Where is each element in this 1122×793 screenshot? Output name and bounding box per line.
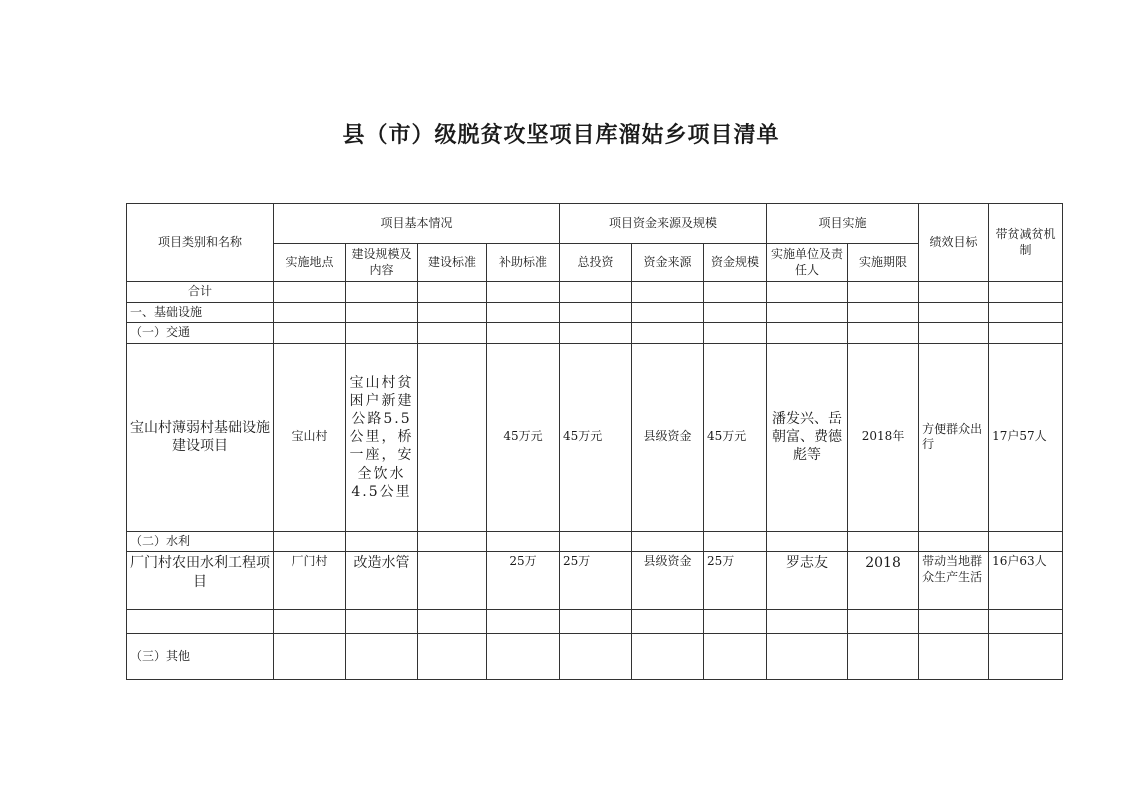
project2-total: 25万 xyxy=(560,552,632,610)
project1-source: 县级资金 xyxy=(632,343,704,531)
project2-unit: 罗志友 xyxy=(767,552,848,610)
row-section-infrastructure: 一、基础设施 xyxy=(127,302,274,323)
project2-period: 2018 xyxy=(848,552,919,610)
header-source: 资金来源 xyxy=(632,244,704,282)
project2-location: 厂门村 xyxy=(274,552,346,610)
header-funding: 项目资金来源及规模 xyxy=(560,204,767,244)
project1-mechanism: 17户57人 xyxy=(989,343,1063,531)
row-total-label: 合计 xyxy=(127,282,274,303)
header-total: 总投资 xyxy=(560,244,632,282)
project2-subsidy: 25万 xyxy=(487,552,560,610)
table-row xyxy=(127,552,1063,610)
project2-standard xyxy=(418,552,487,610)
header-period: 实施期限 xyxy=(848,244,919,282)
header-size: 资金规模 xyxy=(704,244,767,282)
project1-period: 2018年 xyxy=(848,343,919,531)
header-category: 项目类别和名称 xyxy=(127,204,274,282)
header-scale: 建设规模及内容 xyxy=(346,244,418,282)
header-subsidy: 补助标准 xyxy=(487,244,560,282)
header-unit: 实施单位及责任人 xyxy=(767,244,848,282)
table-row xyxy=(127,343,1063,531)
row-sub-water: （二）水利 xyxy=(127,531,274,552)
project1-performance: 方便群众出行 xyxy=(919,343,989,531)
row-sub-other: （三）其他 xyxy=(127,634,274,680)
project2-mechanism: 16户63人 xyxy=(989,552,1063,610)
project2-scale: 改造水管 xyxy=(346,552,418,610)
header-mechanism: 带贫减贫机制 xyxy=(989,204,1063,282)
project1-location: 宝山村 xyxy=(274,343,346,531)
header-location: 实施地点 xyxy=(274,244,346,282)
project1-unit: 潘发兴、岳朝富、费德彪等 xyxy=(767,343,848,531)
project1-standard xyxy=(418,343,487,531)
project1-name: 宝山村薄弱村基础设施建设项目 xyxy=(127,343,274,531)
project2-performance: 带动当地群众生产生活 xyxy=(919,552,989,610)
header-standard: 建设标准 xyxy=(418,244,487,282)
header-implementation: 项目实施 xyxy=(767,204,919,244)
header-basic: 项目基本情况 xyxy=(274,204,560,244)
project2-size: 25万 xyxy=(704,552,767,610)
project1-subsidy: 45万元 xyxy=(487,343,560,531)
page-title: 县（市）级脱贫攻坚项目库溜姑乡项目清单 xyxy=(342,123,780,148)
row-sub-transport: （一）交通 xyxy=(127,323,274,344)
project2-name: 厂门村农田水利工程项目 xyxy=(127,552,274,610)
project1-total: 45万元 xyxy=(560,343,632,531)
project2-source: 县级资金 xyxy=(632,552,704,610)
project1-scale: 宝山村贫困户新建公路5.5公里，桥一座，安全饮水4.5公里 xyxy=(346,343,418,531)
header-performance: 绩效目标 xyxy=(919,204,989,282)
project1-size: 45万元 xyxy=(704,343,767,531)
project-table xyxy=(126,203,1063,680)
